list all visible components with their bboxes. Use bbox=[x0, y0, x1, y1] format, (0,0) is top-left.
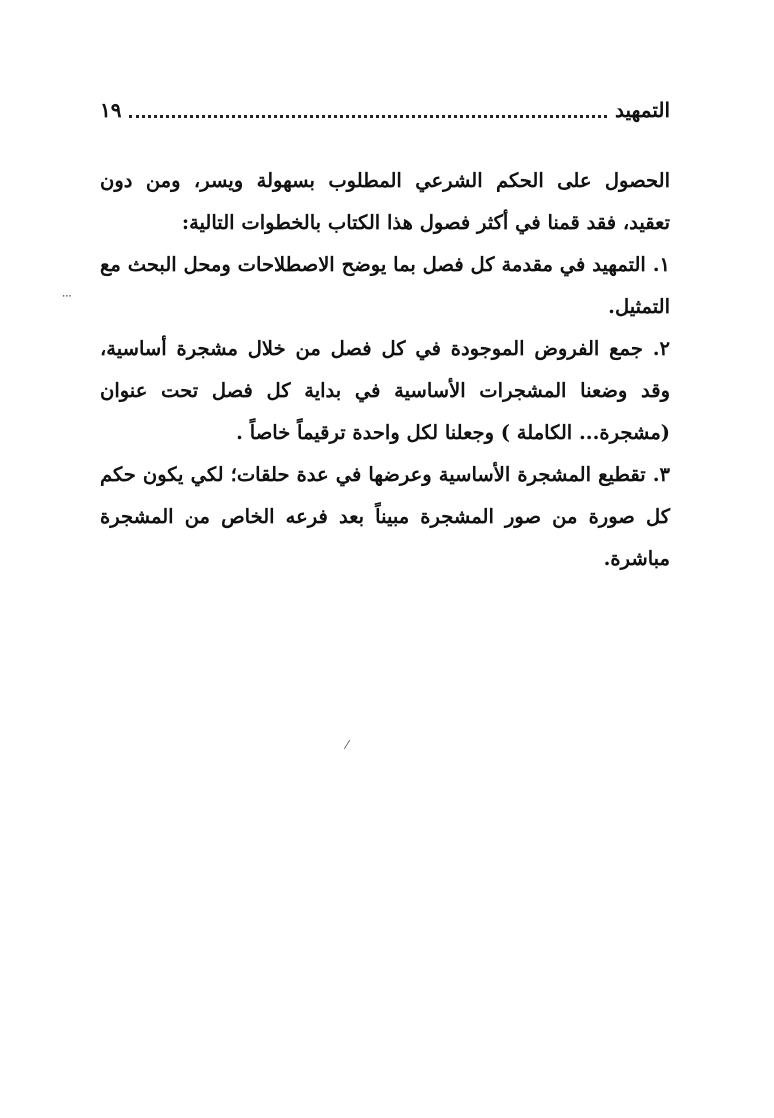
paragraph-step-2: ٢. جمع الفروض الموجودة في كل فصل من خلال مشجرة أساسية، وقد وضعنا المشجرات الأساسية في بداية كل فصل تحت عنوان (مشجرة... الكاملة ) وجعلنا لكل واحدة ترقيماً خاصاً . bbox=[100, 337, 670, 444]
chapter-title: التمهيد bbox=[615, 98, 670, 122]
paragraph-intro: الحصول على الحكم الشرعي المطلوب بسهولة ويسر، ومن دون تعقيد، فقد قمنا في أكثر فصول هذا الكتاب بالخطوات التالية: bbox=[100, 169, 670, 234]
body-text bbox=[100, 160, 670, 580]
page-number: ١٩ bbox=[100, 98, 122, 122]
leader-dots bbox=[129, 115, 607, 118]
scan-speck: ⁄ bbox=[346, 738, 349, 752]
scan-speck: ⸱⸱⸱ bbox=[62, 289, 72, 303]
running-header bbox=[100, 92, 670, 128]
paragraph-step-3: ٣. تقطيع المشجرة الأساسية وعرضها في عدة حلقات؛ لكي يكون حكم كل صورة من صور المشجرة مبيناً بعد فرعه الخاص من المشجرة مباشرة. bbox=[100, 463, 670, 570]
paragraph-step-1: ١. التمهيد في مقدمة كل فصل بما يوضح الاصطلاحات ومحل البحث مع التمثيل. bbox=[100, 253, 670, 318]
